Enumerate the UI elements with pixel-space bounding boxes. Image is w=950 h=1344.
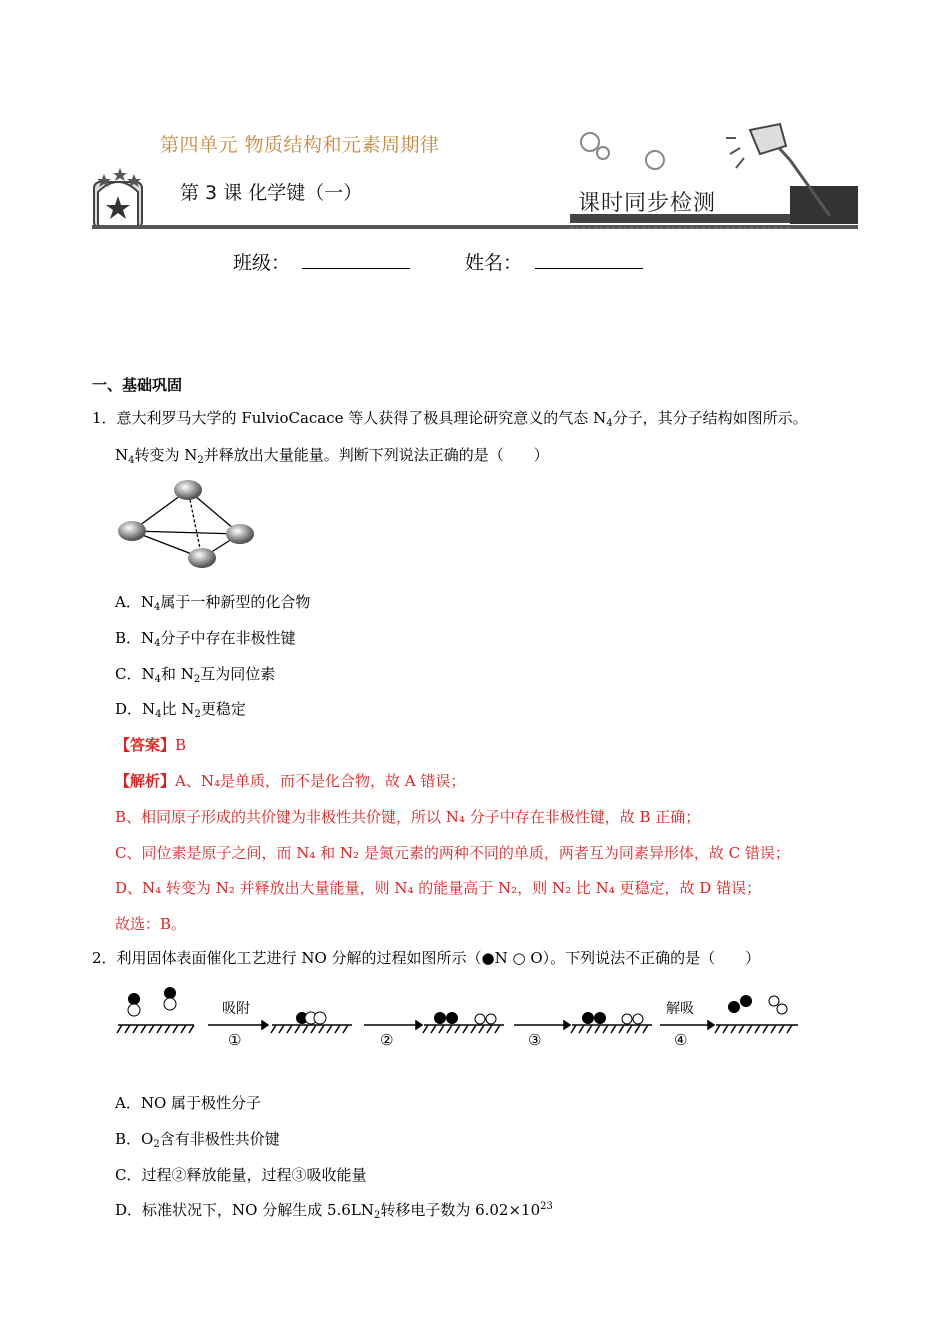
q1-line2: $N_4$转变为 $N_2$并释放出大量能量。判断下列说法正确的是（ ）	[115, 446, 549, 466]
q1-line1: 1．意大利罗马大学的 FulvioCacace 等人获得了极具理论研究意义的气态 $N_4$分子，其分子结构如图所示。	[92, 409, 808, 429]
name-label: 姓名：	[465, 252, 523, 274]
section-title: 一、基础巩固	[92, 376, 183, 394]
lesson-title: 第 3 课 化学键（一）	[180, 182, 363, 204]
star-badge-icon	[94, 168, 142, 228]
step-label-1: ①	[228, 1031, 242, 1049]
q1-analysis-4: D、N₄ 转变为 N₂ 并释放出大量能量，则 N₄ 的能量高于 N₂，则 N₂ 比 N₄ 更稳定，故 D 错误；	[115, 879, 762, 897]
name-blank[interactable]	[535, 268, 643, 269]
banner-text: 课时同步检测	[578, 191, 717, 216]
n4-molecule-diagram	[112, 476, 262, 576]
q2-option-d[interactable]: D．标准状况下，NO 分解生成 $5.6LN_2$转移电子数为 $6.02\times 10^{23}$	[115, 1201, 553, 1221]
q1-option-b[interactable]: B．$N_4$分子中存在非极性键	[115, 629, 296, 649]
q1-analysis-1: 【解析】A、N₄是单质，而不是化合物，故 A 错误；	[115, 772, 466, 790]
n-atom	[226, 524, 254, 544]
n-atom	[118, 521, 146, 541]
step-label-desorb: 解吸	[666, 1001, 694, 1017]
q1-analysis-3: C、同位素是原子之间，而 N₄ 和 N₂ 是氮元素的两种不同的单质，两者互为同素异形体，故 C 错误；	[115, 844, 790, 862]
no-decomposition-diagram	[112, 985, 812, 1055]
class-label: 班级：	[233, 252, 291, 274]
q2-option-a[interactable]: A．NO 属于极性分子	[115, 1094, 262, 1112]
q1-option-d[interactable]: D．$N_4$比 $N_2$更稳定	[115, 700, 246, 720]
q1-option-a[interactable]: A．$N_4$属于一种新型的化合物	[115, 593, 311, 613]
n-atom	[174, 480, 202, 500]
step-label-3: ③	[528, 1031, 542, 1049]
q1-answer: 【答案】B	[115, 736, 187, 754]
class-blank[interactable]	[302, 268, 410, 269]
q2-stem: 2．利用固体表面催化工艺进行 NO 分解的过程如图所示（●N ○ O）。下列说法不正确的是（ ）	[92, 949, 761, 967]
n-atom	[188, 548, 216, 568]
unit-title: 第四单元 物质结构和元素周期律	[160, 134, 440, 156]
step-label-4: ④	[674, 1031, 688, 1049]
q2-option-b[interactable]: B．$O_2$含有非极性共价键	[115, 1130, 280, 1150]
q1-analysis-5: 故选：B。	[115, 915, 187, 933]
q2-option-c[interactable]: C．过程②释放能量，过程③吸收能量	[115, 1166, 367, 1184]
q1-option-c[interactable]: C．$N_4$和 $N_2$互为同位素	[115, 665, 276, 685]
step-label-adsorb: 吸附	[222, 1001, 250, 1017]
step-label-2: ②	[380, 1031, 394, 1049]
q1-analysis-2: B、相同原子形成的共价键为非极性共价键，所以 N₄ 分子中存在非极性键，故 B 正确；	[115, 808, 701, 826]
